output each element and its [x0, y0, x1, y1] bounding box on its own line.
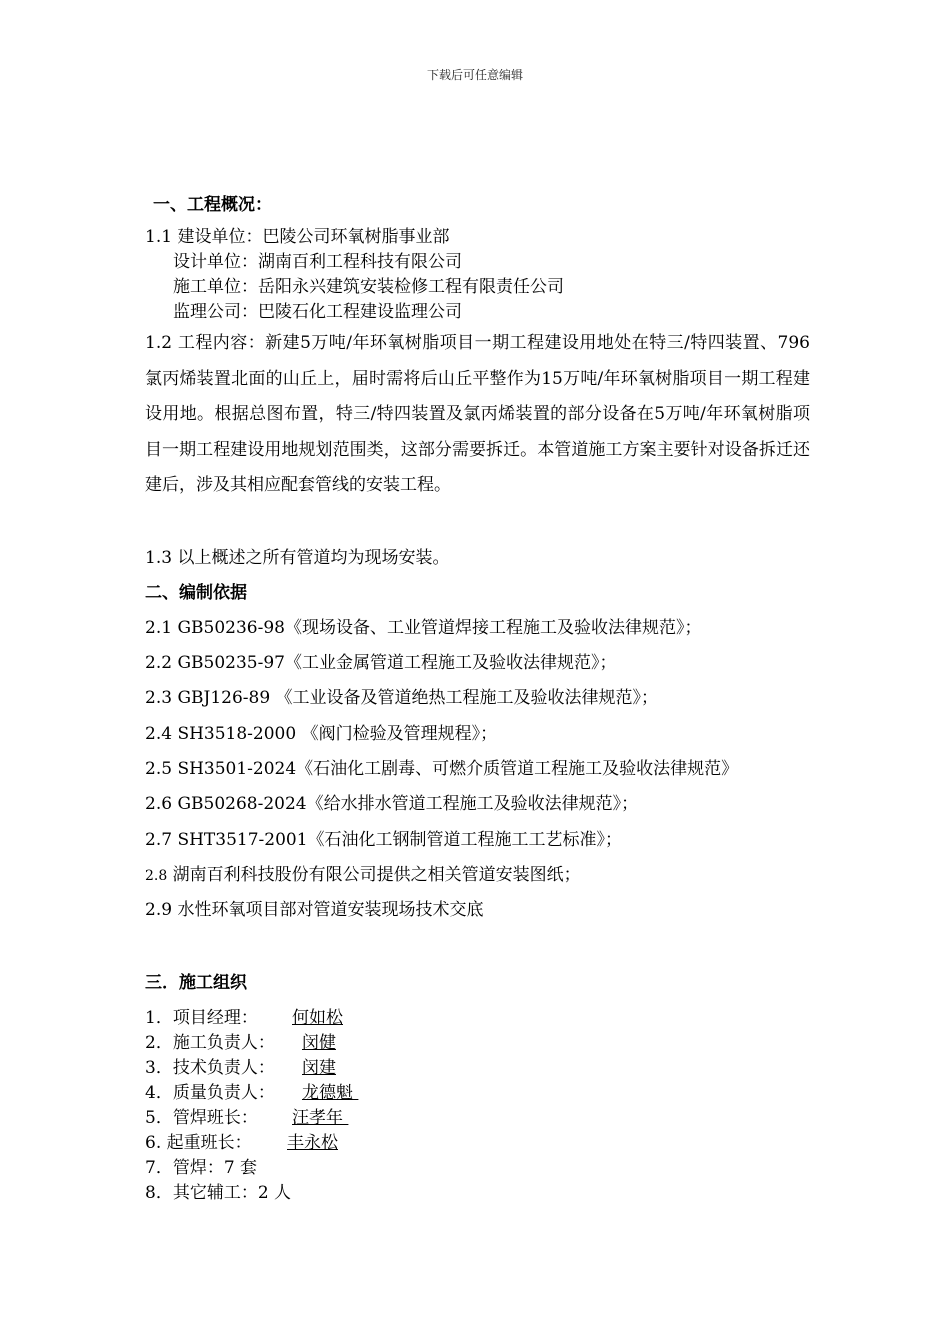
basis-item: 2.5 SH3501-2024《石油化工剧毒、可燃介质管道工程施工及验收法律规范》: [145, 759, 739, 779]
basis-item: 2.1 GB50236-98《现场设备、工业管道焊接工程施工及验收法律规范》；: [145, 618, 702, 638]
basis-item: 2.2 GB50235-97《工业金属管道工程施工及验收法律规范》；: [145, 653, 617, 673]
staff-row: [145, 1006, 258, 1030]
page-header: 下载后可任意编辑: [426, 68, 523, 82]
staff-row: [145, 1106, 258, 1130]
resource-item: 8．其它辅工：2 人: [145, 1183, 292, 1203]
staff-role: 2．施工负责人：: [145, 1033, 275, 1053]
staff-role: 6. 起重班长：: [145, 1133, 252, 1153]
basis-item: 2.3 GBJ126-89 《工业设备及管道绝热工程施工及验收法律规范》；: [145, 688, 659, 708]
staff-name: 闵建: [302, 1058, 336, 1078]
staff-name: 丰永松: [287, 1133, 338, 1153]
section3-title: 三．施工组织: [145, 973, 247, 993]
basis-item: 2.6 GB50268-2024《给水排水管道工程施工及验收法律规范》；: [145, 794, 639, 814]
basis-item: 2.9 水性环氧项目部对管道安装现场技术交底: [145, 900, 484, 920]
staff-role: 5．管焊班长：: [145, 1108, 258, 1128]
staff-row: [145, 1056, 275, 1080]
builder-unit: 施工单位：岳阳永兴建筑安装检修工程有限责任公司: [173, 277, 564, 297]
basis-item-text: 湖南百利科技股份有限公司提供之相关管道安装图纸；: [172, 865, 581, 885]
staff-row: [145, 1081, 275, 1105]
staff-name: 何如松: [292, 1008, 343, 1028]
basis-item: 2.4 SH3518-2000 《阀门检验及管理规程》；: [145, 724, 498, 744]
staff-name: 闵健: [302, 1033, 336, 1053]
section1-title: 一、工程概况：: [153, 195, 272, 215]
basis-item: [145, 863, 581, 888]
staff-role: 4．质量负责人：: [145, 1083, 275, 1103]
staff-name: 龙德魁: [302, 1083, 359, 1103]
note-1-3: 1.3 以上概述之所有管道均为现场安装。: [145, 548, 450, 568]
staff-name: 汪孝年: [292, 1108, 349, 1128]
basis-item-number: 2.8: [145, 868, 168, 884]
section2-title: 二、编制依据: [145, 583, 247, 603]
construction-unit: 1.1 建设单位：巴陵公司环氧树脂事业部: [145, 227, 450, 247]
staff-role: 1．项目经理：: [145, 1008, 258, 1028]
resource-item: 7．管焊：7 套: [145, 1158, 258, 1178]
staff-row: [145, 1031, 275, 1055]
staff-role: 3．技术负责人：: [145, 1058, 275, 1078]
supervision-unit: 监理公司：巴陵石化工程建设监理公司: [173, 302, 462, 322]
project-content: 1.2 工程内容：新建5万吨/年环氧树脂项目一期工程建设用地处在特三/特四装置、796氯丙烯装置北面的山丘上，届时需将后山丘平整作为15万吨/年环氧树脂项目一期工程建设用地。根据总图布置，特三/特四装置及氯丙烯装置的部分设备在5万吨/年环氧树脂项目一期工程建设用地规划范围类，这部分需要拆迁。本管道施工方案主要针对设备拆迁还建后，涉及其相应配套管线的安装工程。: [145, 333, 810, 495]
basis-item: 2.7 SHT3517-2001《石油化工钢制管道工程施工工艺标准》；: [145, 830, 623, 850]
design-unit: 设计单位：湖南百利工程科技有限公司: [173, 252, 462, 272]
staff-row: [145, 1131, 252, 1155]
